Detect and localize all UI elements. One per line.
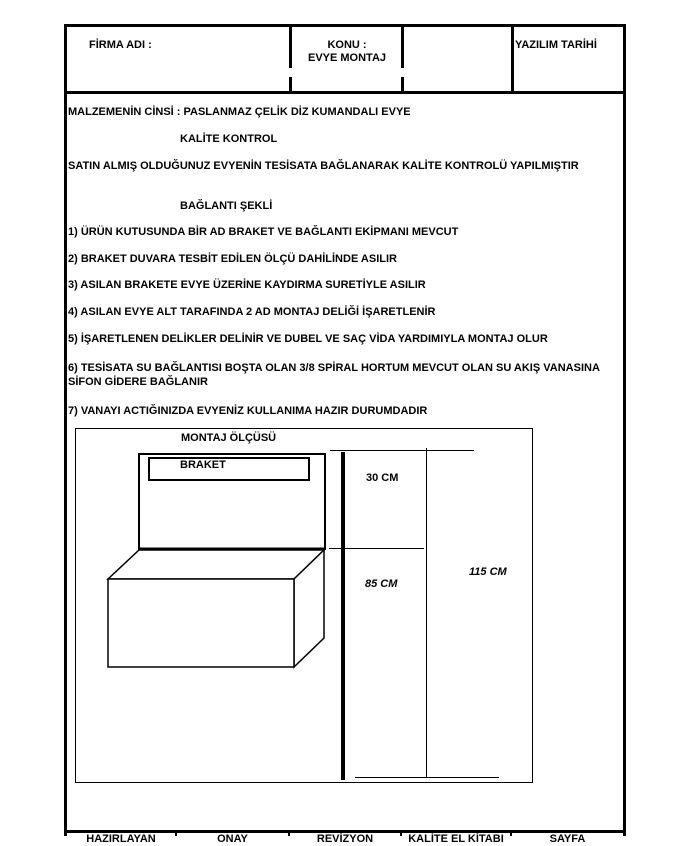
quality-text: SATIN ALMIŞ OLDUĞUNUZ EVYENİN TESİSATA BAĞLANARAK KALİTE KONTROLÜ YAPILMIŞTIR bbox=[68, 160, 579, 172]
material-line: MALZEMENİN CİNSİ : PASLANMAZ ÇELİK DİZ KUMANDALI EVYE bbox=[68, 106, 411, 118]
footer-onay: ONAY bbox=[217, 833, 248, 845]
step-6-continued: SİFON GİDERE BAĞLANIR bbox=[68, 376, 208, 388]
dimension-total-label: 115 CM bbox=[469, 566, 507, 578]
cabinet-front-face bbox=[108, 579, 294, 667]
footer-hazirlayan: HAZIRLAYAN bbox=[86, 833, 156, 845]
footer-kalite-el-kitabi: KALİTE EL KİTABI bbox=[408, 833, 504, 845]
step-2: 2) BRAKET DUVARA TESBİT EDİLEN ÖLÇÜ DAHİLİNDE ASILIR bbox=[68, 253, 397, 265]
dimension-upper-label: 30 CM bbox=[366, 472, 399, 484]
konu-value: EVYE MONTAJ bbox=[307, 52, 387, 64]
step-1: 1) ÜRÜN KUTUSUNDA BİR AD BRAKET VE BAĞLANTI EKİPMANI MEVCUT bbox=[68, 226, 459, 238]
step-3: 3) ASILAN BRAKETE EVYE ÜZERİNE KAYDIRMA SURETİYLE ASILIR bbox=[68, 279, 426, 291]
cabinet-top-face bbox=[108, 550, 324, 579]
dimension-lower-label: 85 CM bbox=[365, 578, 398, 590]
step-5: 5) İŞARETLENEN DELİKLER DELİNİR VE DUBEL VE SAÇ VİDA YARDIMIYLA MONTAJ OLUR bbox=[68, 333, 548, 345]
footer-revizyon: REVİZYON bbox=[316, 833, 374, 845]
connection-title: BAĞLANTI ŞEKLİ bbox=[180, 200, 273, 212]
footer-sayfa: SAYFA bbox=[549, 833, 586, 845]
quality-title: KALİTE KONTROL bbox=[180, 133, 278, 145]
yazilim-tarihi-label: YAZILIM TARİHİ bbox=[515, 39, 597, 51]
step-4: 4) ASILAN EVYE ALT TARAFINDA 2 AD MONTAJ DELİĞİ İŞARETLENİR bbox=[68, 306, 436, 318]
step-6: 6) TESİSATA SU BAĞLANTISI BOŞTA OLAN 3/8 SPİRAL HORTUM MEVCUT OLAN SU AKIŞ VANASINA bbox=[68, 362, 600, 374]
dimension-bar bbox=[341, 452, 345, 780]
bracket-label: BRAKET bbox=[180, 459, 226, 471]
firma-label: FİRMA ADI : bbox=[89, 39, 152, 51]
bracket-shape bbox=[149, 458, 309, 480]
step-7: 7) VANAYI ACTIĞINIZDA EVYENİZ KULLANIMA HAZIR DURUMDADIR bbox=[68, 405, 428, 417]
konu-label: KONU : bbox=[327, 39, 367, 51]
diagram-title: MONTAJ ÖLÇÜSÜ bbox=[181, 432, 277, 444]
